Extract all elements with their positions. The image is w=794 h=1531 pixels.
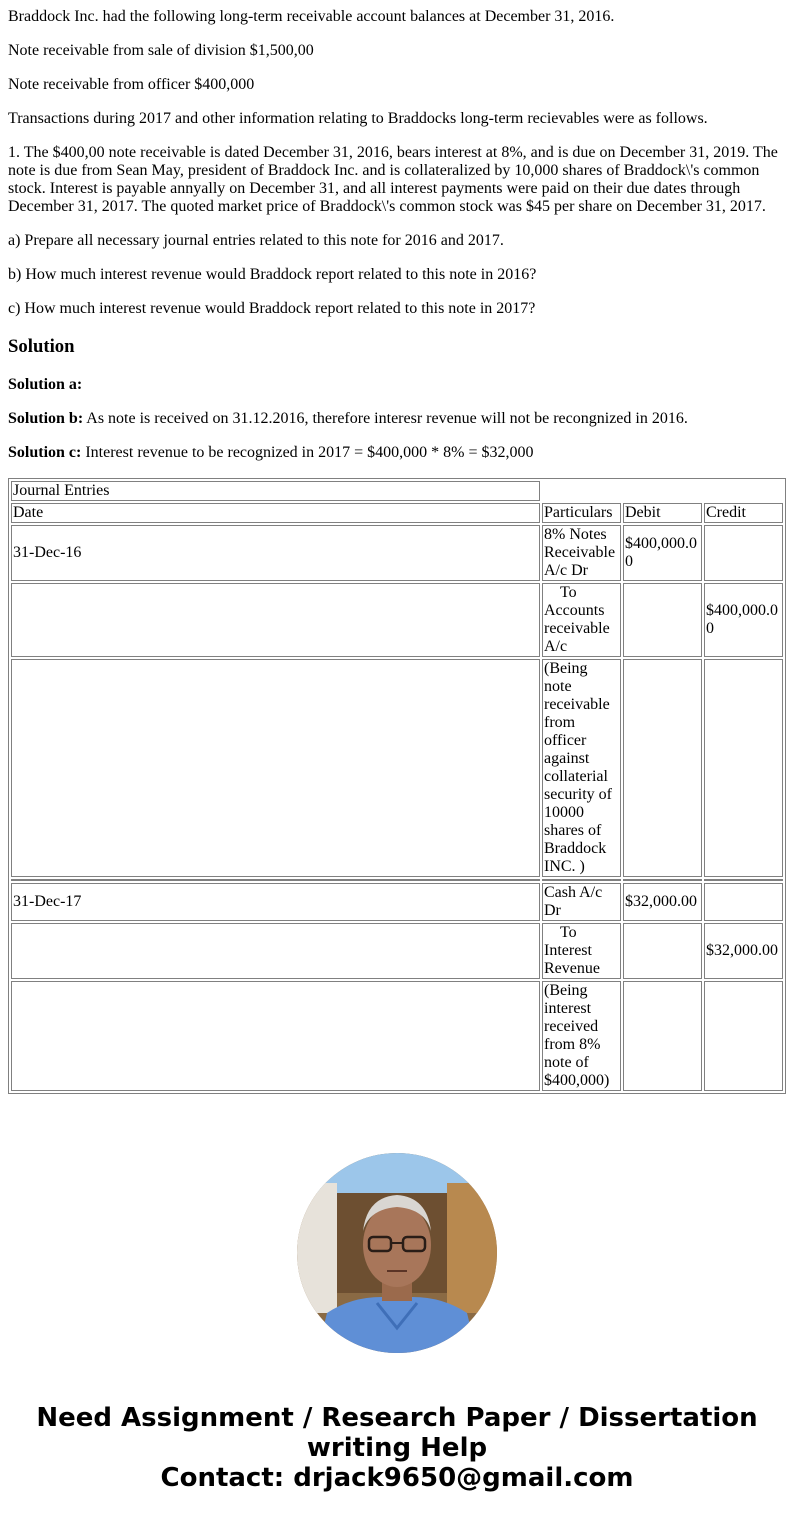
author-avatar — [297, 1153, 497, 1353]
row-date — [11, 583, 540, 657]
question-line-2: Note receivable from officer $400,000 — [8, 76, 255, 93]
solution-a — [8, 376, 786, 394]
row-credit — [704, 981, 783, 1091]
table-row — [11, 923, 783, 979]
solution-a-label: Solution a: — [8, 376, 83, 393]
journal-header-row — [11, 503, 783, 523]
solution-b-label: Solution b: — [8, 410, 84, 427]
transactions-intro: Transactions during 2017 and other information relating to Braddocks long-term recievables were as follows. — [8, 110, 708, 127]
row-date — [11, 923, 540, 979]
row-debit — [623, 923, 702, 979]
row-credit: $32,000.00 — [704, 923, 783, 979]
solution-b-text: As note is received on 31.12.2016, therefore interesr revenue will not be recongnized in 2016. — [83, 410, 688, 427]
table-row — [11, 583, 783, 657]
spacer-cell — [704, 879, 783, 881]
row-debit: $400,000.00 — [623, 525, 702, 581]
question-item-1: 1. The $400,00 note receivable is dated December 31, 2016, bears interest at 8%, and is due on December 31, 2019. The note is due from Sean May, president of Braddock Inc. and is collateralized by 10,000 shares of Braddock\'s common stock. Interest is payable annyally on December 31, and all interest payments were paid on their due dates through December 31, 2017. The quoted market price of Braddock\'s common stock was $45 per share on December 31, 2017. — [8, 144, 778, 215]
row-particulars: To Accounts receivable A/c — [544, 584, 610, 655]
row-debit — [623, 659, 702, 877]
row-date — [11, 981, 540, 1091]
row-particulars: (Being note receivable from officer against collaterial security of 10000 shares of Braddock INC. ) — [542, 659, 621, 877]
row-debit — [623, 981, 702, 1091]
row-credit — [704, 883, 783, 921]
solution-c — [8, 444, 786, 462]
table-row — [11, 981, 783, 1091]
journal-title: Journal Entries — [11, 481, 540, 501]
table-row — [11, 659, 783, 877]
row-debit — [623, 583, 702, 657]
header-particulars: Particulars — [542, 503, 621, 523]
row-particulars-cell — [542, 583, 621, 657]
spacer-cell — [11, 879, 540, 881]
document-body — [0, 8, 794, 1094]
table-spacer-row — [11, 879, 783, 881]
question-part-c: c) How much interest revenue would Braddock report related to this note in 2017? — [8, 300, 536, 317]
solution-heading: Solution — [8, 336, 75, 357]
avatar-portrait — [297, 1153, 497, 1353]
row-particulars: Cash A/c Dr — [542, 883, 621, 921]
header-date: Date — [11, 503, 540, 523]
promo-line-1: Need Assignment / Research Paper / Dissertation writing Help — [36, 1403, 758, 1463]
solution-c-text: Interest revenue to be recognized in 2017 = $400,000 * 8% = $32,000 — [81, 444, 534, 461]
row-credit: $400,000.00 — [704, 583, 783, 657]
question-part-a: a) Prepare all necessary journal entries related to this note for 2016 and 2017. — [8, 232, 504, 249]
spacer-cell — [623, 879, 702, 881]
question-part-b: b) How much interest revenue would Braddock report related to this note in 2016? — [8, 266, 537, 283]
row-credit — [704, 659, 783, 877]
row-debit: $32,000.00 — [623, 883, 702, 921]
row-particulars: To Interest Revenue — [544, 924, 600, 977]
row-particulars: (Being interest received from 8% note of $400,000) — [542, 981, 621, 1091]
row-credit — [704, 525, 783, 581]
row-particulars-cell — [542, 923, 621, 979]
header-credit: Credit — [704, 503, 783, 523]
table-row — [11, 525, 783, 581]
question-line-1: Note receivable from sale of division $1,500,00 — [8, 42, 314, 59]
journal-title-row — [11, 481, 783, 501]
promo-contact: Contact: drjack9650@gmail.com — [160, 1463, 634, 1493]
solution-c-label: Solution c: — [8, 444, 82, 461]
row-particulars: 8% Notes Receivable A/c Dr — [542, 525, 621, 581]
table-row — [11, 883, 783, 921]
row-date: 31-Dec-17 — [11, 883, 540, 921]
header-debit: Debit — [623, 503, 702, 523]
row-date: 31-Dec-16 — [11, 525, 540, 581]
journal-table — [8, 478, 786, 1094]
row-date — [11, 659, 540, 877]
promo-banner — [0, 1403, 794, 1493]
solution-b — [8, 410, 786, 428]
spacer-cell — [542, 879, 621, 881]
question-intro: Braddock Inc. had the following long-term receivable account balances at December 31, 2016. — [8, 8, 615, 25]
